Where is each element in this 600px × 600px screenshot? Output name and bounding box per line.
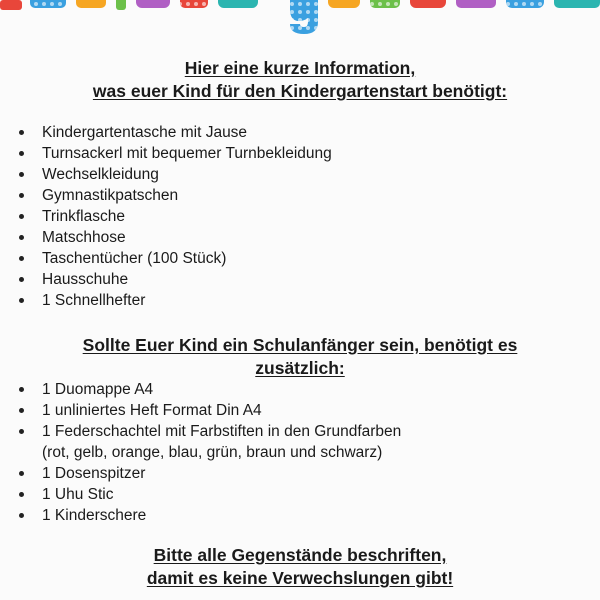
list-item: 1 Schnellhefter: [0, 290, 332, 311]
list-item: Hausschuhe: [0, 269, 332, 290]
list-item: Matschhose: [0, 227, 332, 248]
closing-heading-line2: damit es keine Verwechslungen gibt!: [146, 568, 454, 588]
intro-heading-line2: was euer Kind für den Kindergartenstart benötigt:: [92, 81, 508, 101]
kindergarten-banner: [0, 0, 600, 36]
list-item-multiline: [0, 421, 401, 463]
list-item-continuation: (rot, gelb, orange, blau, grün, braun und schwarz): [42, 444, 383, 461]
closing-heading-line1: Bitte alle Gegenstände beschriften,: [153, 545, 447, 565]
list-item: Gymnastikpatschen: [0, 185, 332, 206]
banner-letters-graphic: [0, 0, 600, 36]
list-item: 1 Uhu Stic: [0, 484, 401, 505]
list-item: Taschentücher (100 Stück): [0, 248, 332, 269]
school-heading-line1: Sollte Euer Kind ein Schulanfänger sein, benötigt es: [82, 335, 518, 355]
list-item: Wechselkleidung: [0, 164, 332, 185]
intro-heading-line1: Hier eine kurze Information,: [184, 58, 416, 78]
kindergarten-items-list: [0, 122, 332, 311]
list-item: 1 Duomappe A4: [0, 379, 401, 400]
list-item: 1 unliniertes Heft Format Din A4: [0, 400, 401, 421]
school-heading-line2: zusätzlich:: [255, 358, 345, 378]
list-item: 1 Kinderschere: [0, 505, 401, 526]
list-item: Kindergartentasche mit Jause: [0, 122, 332, 143]
list-item: Turnsackerl mit bequemer Turnbekleidung: [0, 143, 332, 164]
list-item-text: 1 Federschachtel mit Farbstiften in den Grundfarben: [42, 423, 402, 440]
list-item: Trinkflasche: [0, 206, 332, 227]
school-items-list: [0, 379, 401, 526]
list-item: 1 Dosenspitzer: [0, 463, 401, 484]
